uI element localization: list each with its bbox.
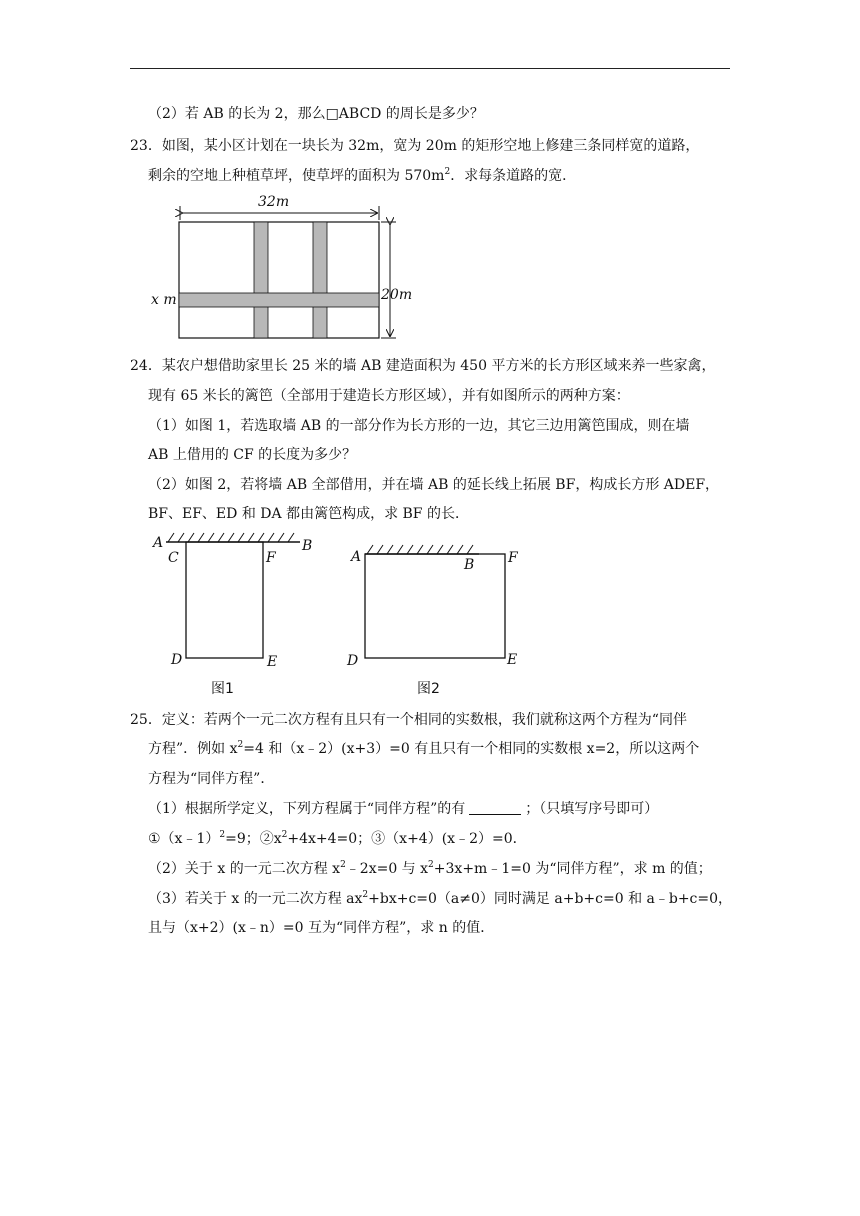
q23-width-label: 20m [381,287,413,303]
fig1-caption: 图1 [211,681,234,697]
fig2-label-A: A [351,549,362,565]
q24-line3: （1）如图 1，若选取墙 AB 的一部分作为长方形的一边，其它三边用篱笆围成，则在墙 [148,418,690,434]
q22-part2: （2）若 AB 的长为 2，那么□ABCD 的周长是多少？ [148,106,484,122]
fig2-caption: 图2 [417,681,440,697]
q23-length-label: 32m [258,194,290,210]
q23-line2: 剩余的空地上种植草坪，使草坪的面积为 $570m^2$．求每条道路的宽． [148,167,577,184]
q23-line1: 23．如图，某小区计划在一块长为 32m，宽为 20m 的矩形空地上修建三条同样宽的道路， [130,138,700,154]
fig1-label-E: E [267,654,278,670]
q25-line1: 25．定义：若两个一元二次方程有且只有一个相同的实数根，我们就称这两个方程为“同伴 [130,712,687,728]
q23-road-label: x m [151,292,177,308]
q25-line5: ①（x﹣1）$^2$=9；$②x^2+4x+4=0$；③（x+4）(x﹣2）=0． [148,830,527,847]
fig1-label-A: A [153,535,164,551]
q24-line5: （2）如图 2，若将墙 AB 全部借用，并在墙 AB 的延长线上拓展 BF，构成长方形 ADEF， [148,477,720,493]
q25-line6: （2）关于 x 的一元二次方程 $x^2﹣2x=0$ 与 $x^2+3x+m﹣1=0$ 为“同伴方程”，求 m 的值； [148,860,712,877]
fig1-label-C: C [168,550,179,566]
fig1-label-B: B [302,538,313,554]
q25-line3: 方程为“同伴方程”． [148,771,275,787]
q24-line2: 现有 65 米长的篱笆（全部用于建造长方形区域），并有如图所示的两种方案： [148,388,630,404]
q24-line6: BF、EF、ED 和 DA 都由篱笆构成，求 BF 的长． [148,506,469,522]
fig2-label-B: B [464,557,475,573]
q24-line1: 24．某农户想借助家里长 25 米的墙 AB 建造面积为 450 平方米的长方形区域来养一些家禽， [130,358,716,374]
q25-line4: （1）根据所学定义，下列方程属于“同伴方程”的有 ；（只填写序号即可） [148,801,659,817]
fig1-label-D: D [171,652,183,668]
answer-blank[interactable] [469,800,521,815]
q25-line7: （3）若关于 x 的一元二次方程 $ax^2+bx+c=0(a\ne 0)$同时满足 a+b+c=0 和 a﹣b+c=0， [148,890,733,907]
fig1-label-F: F [266,550,276,566]
q25-line2: 方程”．例如 $x^2=4$ 和（x﹣2）(x+3）=0 有且只有一个相同的实数根 x=2，所以这两个 [148,740,700,757]
q25-line8: 且与（x+2）(x﹣n）=0 互为“同伴方程”，求 n 的值． [148,920,495,936]
q24-figure2 [355,538,515,663]
q24-line4: AB 上借用的 CF 的长度为多少？ [148,447,357,463]
fig2-label-E: E [507,652,518,668]
header-rule [130,68,730,69]
fig2-label-D: D [347,653,359,669]
fig2-label-F: F [508,550,518,566]
q23-figure [160,190,420,348]
